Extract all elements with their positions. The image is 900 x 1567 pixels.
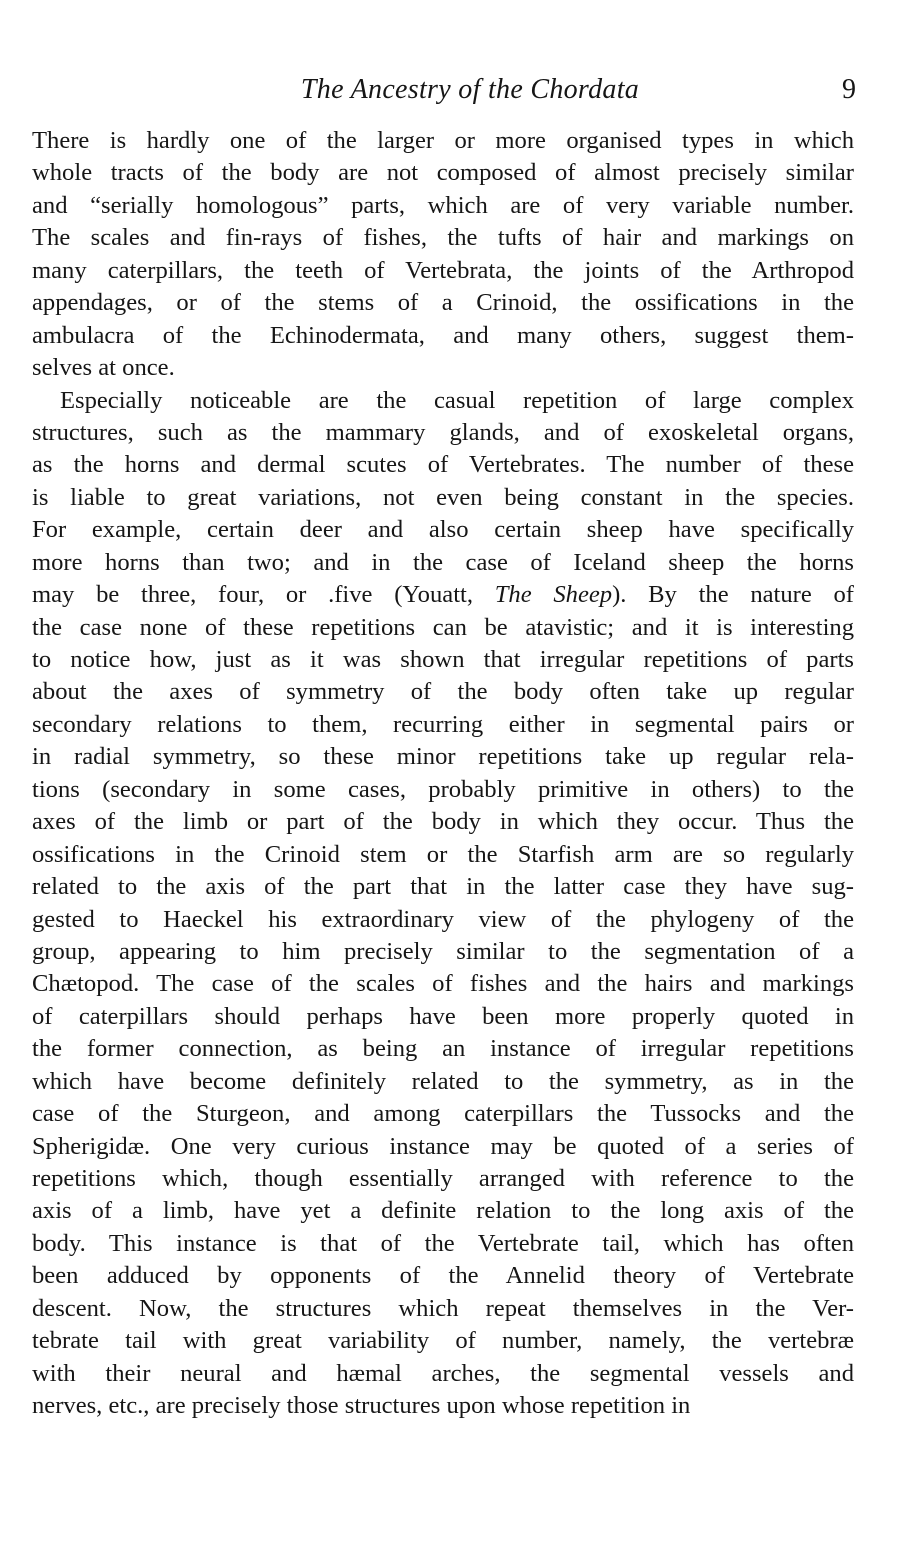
text-line: appendages, or of the stems of a Crinoid, the ossifications in the [32,289,854,317]
text-line: descent. Now, the structures which repeat themselves in the Ver- [32,1294,854,1322]
text-line: case of the Sturgeon, and among caterpillars the Tussocks and the [32,1100,854,1128]
text-line: to notice how, just as it was shown that irregular repetitions of parts [32,646,854,673]
text-line: The scales and fin-rays of fishes, the tufts of hair and markings on [32,224,854,252]
text-line: Spherigidæ. One very curious instance may be quoted of a series of [32,1132,854,1160]
text-line: which have become definitely related to the symmetry, as in the [32,1067,854,1095]
text-run: may be three, four, or .five (Youatt, [32,581,495,609]
text-line: more horns than two; and in the case of Iceland sheep the horns [32,548,854,576]
text-line: been adduced by opponents of the Annelid theory of Vertebrate [32,1262,854,1290]
text-line: selves at once. [32,354,175,382]
text-line: repetitions which, though essentially arranged with reference to the [32,1165,854,1192]
text-line: secondary relations to them, recurring either in segmental pairs or [32,710,854,738]
text-line: nerves, etc., are precisely those structures upon whose repetition in [32,1392,691,1420]
text-line: whole tracts of the body are not composed of almost precisely similar [32,159,854,187]
text-line: and “serially homologous” parts, which are of very variable number. [32,191,854,219]
text-line: the former connection, as being an instance of irregular repetitions [32,1035,854,1063]
text-line: as the horns and dermal scutes of Vertebrates. The number of these [32,451,854,479]
text-line: group, appearing to him precisely similar to the segmentation of a [32,937,854,965]
text-line: of caterpillars should perhaps have been more properly quoted in [32,1002,854,1030]
text-line: ossifications in the Crinoid stem or the Starfish arm are so regularly [32,840,854,868]
text-line: axis of a limb, have yet a definite relation to the long axis of the [32,1197,854,1225]
text-line: Especially noticeable are the casual repetition of large complex [60,386,854,414]
text-line: For example, certain deer and also certain sheep have specifically [32,516,854,544]
text-line: is liable to great variations, not even being constant in the species. [32,483,854,511]
running-head [30,70,856,114]
italic-title: The Sheep [494,581,613,609]
text-line: There is hardly one of the larger or more organised types in which [32,127,854,154]
text-line: structures, such as the mammary glands, and of exoskeletal organs, [32,418,854,446]
text-line: axes of the limb or part of the body in which they occur. Thus the [32,808,854,836]
text-line: gested to Haeckel his extraordinary view of the phylogeny of the [32,905,854,933]
text-line: Chætopod. The case of the scales of fishes and the hairs and markings [32,970,854,998]
text-line: the case none of these repetitions can be atavistic; and it is interesting [32,613,854,641]
text-line: tebrate tail with great variability of number, namely, the vertebræ [32,1327,854,1355]
text-line: ambulacra of the Echinodermata, and many others, suggest them- [32,321,854,349]
text-line: with their neural and hæmal arches, the segmental vessels and [32,1359,854,1387]
text-line: in radial symmetry, so these minor repetitions take up regular rela- [32,743,854,771]
text-line: related to the axis of the part that in the latter case they have sug- [32,873,854,901]
text-line: tions (secondary in some cases, probably primitive in others) to the [32,775,854,803]
paragraph [32,385,854,1423]
text-line: body. This instance is that of the Vertebrate tail, which has often [32,1229,854,1257]
text-run: ). By the nature of [612,581,854,609]
text-line: about the axes of symmetry of the body often take up regular [32,678,854,706]
text-line [32,579,854,611]
body-text [32,125,854,1423]
running-title: The Ancestry of the Chordata [300,74,640,105]
paragraph [32,125,854,385]
text-line: many caterpillars, the teeth of Vertebrata, the joints of the Arthropod [32,256,854,284]
page-number: 9 [842,74,856,105]
